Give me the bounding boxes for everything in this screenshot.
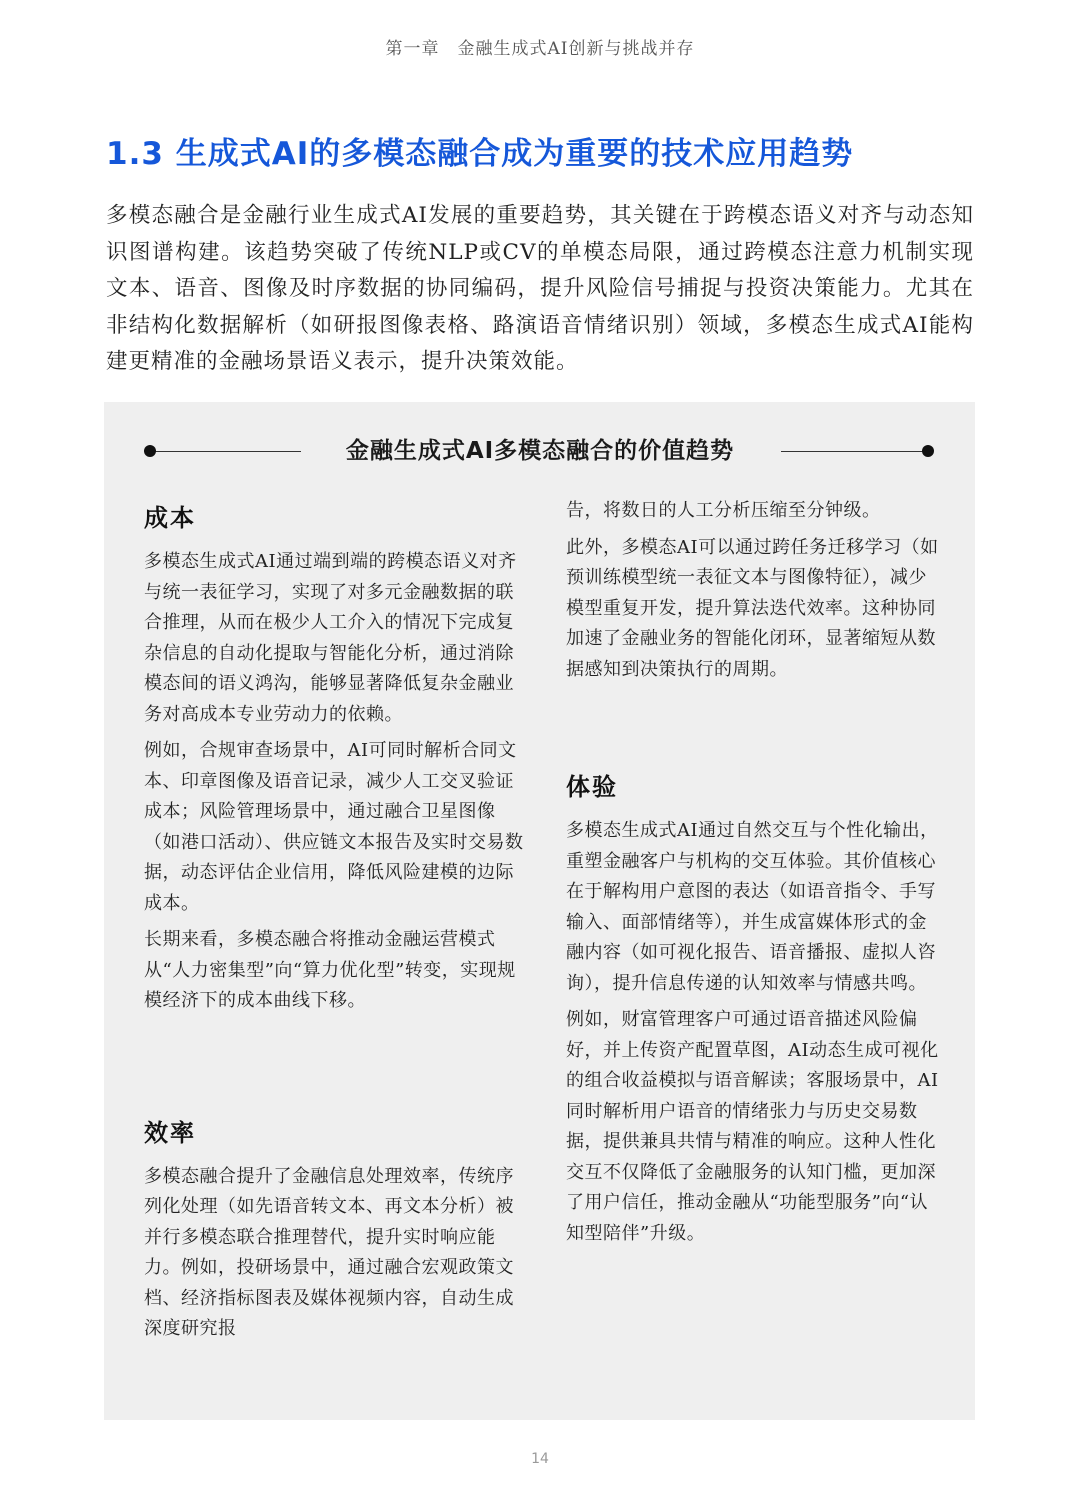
panel-title-rule-right xyxy=(781,451,927,452)
cost-paragraph-3: 长期来看，多模态融合将推动金融运营模式从“人力密集型”向“算力优化型”转变，实现规模经济下的成本曲线下移。 xyxy=(144,929,516,1011)
efficiency-heading: 效率 xyxy=(144,1118,196,1147)
efficiency-paragraph-1-continued: 告，将数日的人工分析压缩至分钟级。 xyxy=(566,500,881,521)
experience-heading: 体验 xyxy=(566,773,618,801)
panel-left-column xyxy=(144,498,524,1345)
cost-paragraph-1: 多模态生成式AI通过端到端的跨模态语义对齐与统一表征学习，实现了对多元金融数据的联合推理，从而在极少人工介入的情况下完成复杂信息的自动化提取与智能化分析，通过消除模态间的语义鸿沟，能够显著降低复杂金融业务对高成本专业劳动力的依赖。 xyxy=(144,551,517,725)
experience-paragraph-1: 多模态生成式AI通过自然交互与个性化输出，重塑金融客户与机构的交互体验。其价值核心在于解构用户意图的表达（如语音指令、手写输入、面部情绪等），并生成富媒体形式的金融内容（如可视化报告、语音播报、虚拟人咨询），提升信息传递的认知效率与情感共鸣。 xyxy=(566,820,939,994)
efficiency-paragraph-2: 此外，多模态AI可以通过跨任务迁移学习（如预训练模型统一表征文本与图像特征），减少模型重复开发，提升算法迭代效率。这种协同加速了金融业务的智能化闭环，显著缩短从数据感知到决策执行的周期。 xyxy=(566,536,939,680)
cost-heading: 成本 xyxy=(144,504,196,532)
panel-right-column xyxy=(566,496,942,1249)
intro-paragraph: 多模态融合是金融行业生成式AI发展的重要趋势，其关键在于跨模态语义对齐与动态知识图谱构建。该趋势突破了传统NLP或CV的单模态局限，通过跨模态注意力机制实现文本、语音、图像及时序数据的协同编码，提升风险信号捕捉与投资决策能力。尤其在非结构化数据解析（如研报图像表格、路演语音情绪识别）领域，多模态生成式AI能构建更精准的金融场景语义表示，提升决策效能。 xyxy=(106,203,974,374)
experience-paragraph-2: 例如，财富管理客户可通过语音描述风险偏好，并上传资产配置草图，AI动态生成可视化的组合收益模拟与语音解读；客服场景中，AI同时解析用户语音的情绪张力与历史交易数据，提供兼具共情与精准的响应。这种人性化交互不仅降低了金融服务的认知门槛，更加深了用户信任，推动金融从“功能型服务”向“认知型陪伴”升级。 xyxy=(566,1009,939,1244)
panel-title: 金融生成式AI多模态融合的价值趋势 xyxy=(345,438,735,464)
page-number: 14 xyxy=(531,1451,549,1467)
bullet-dot-icon-left xyxy=(144,445,156,457)
efficiency-paragraph-1: 多模态融合提升了金融信息处理效率，传统序列化处理（如先语音转文本、再文本分析）被并行多模态联合推理替代，提升实时响应能力。例如，投研场景中，通过融合宏观政策文档、经济指标图表及媒体视频内容，自动生成深度研究报 xyxy=(144,1165,514,1339)
bullet-dot-icon-right xyxy=(922,445,934,457)
section-title: 1.3 生成式AI的多模态融合成为重要的技术应用趋势 xyxy=(106,136,854,172)
panel-title-rule-left xyxy=(151,451,301,452)
cost-paragraph-2: 例如，合规审查场景中，AI可同时解析合同文本、印章图像及语音记录，减少人工交叉验证成本；风险管理场景中，通过融合卫星图像（如港口活动）、供应链文本报告及实时交易数据，动态评估企业信用，降低风险建模的边际成本。 xyxy=(144,740,524,914)
running-header: 第一章 金融生成式AI创新与挑战并存 xyxy=(385,39,695,59)
